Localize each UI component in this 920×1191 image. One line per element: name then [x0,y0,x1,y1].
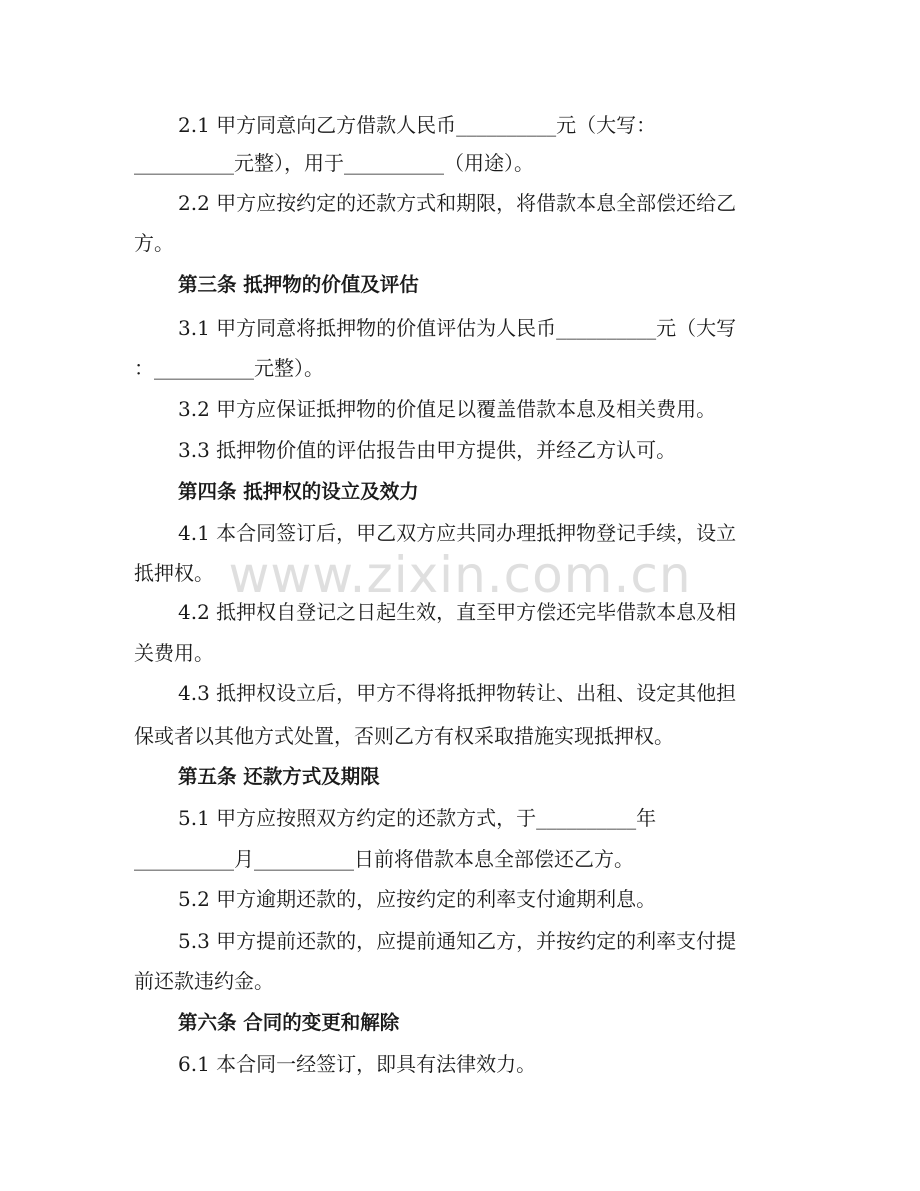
clause-4-1-line-1: 4.1 本合同签订后，甲乙双方应共同办理抵押物登记手续，设立 [178,521,737,545]
clause-5-2: 5.2 甲方逾期还款的，应按约定的利率支付逾期利息。 [178,887,657,911]
clause-4-3-line-1: 4.3 抵押权设立后，甲方不得将抵押物转让、出租、设定其他担 [178,681,737,705]
clause-2-1-line-2: __________元整），用于__________（用途）。 [134,151,534,175]
clause-5-3-line-2: 前还款违约金。 [134,969,274,993]
clause-4-2-line-2: 关费用。 [134,641,214,665]
clause-5-1-line-1: 5.1 甲方应按照双方约定的还款方式，于__________年 [178,806,657,830]
clause-3-3: 3.3 抵押物价值的评估报告由甲方提供，并经乙方认可。 [178,438,677,462]
clause-2-1-line-1: 2.1 甲方同意向乙方借款人民币__________元（大写： [178,113,657,137]
section-heading-4: 第四条 抵押权的设立及效力 [178,480,419,503]
clause-5-1-line-2: __________月__________日前将借款本息全部偿还乙方。 [134,847,634,871]
clause-6-1: 6.1 本合同一经签订，即具有法律效力。 [178,1052,537,1076]
clause-4-1-line-2: 抵押权。 [134,561,214,585]
clause-3-2: 3.2 甲方应保证抵押物的价值足以覆盖借款本息及相关费用。 [178,397,717,421]
section-heading-5: 第五条 还款方式及期限 [178,765,380,788]
section-heading-6: 第六条 合同的变更和解除 [178,1011,400,1034]
section-heading-3: 第三条 抵押物的价值及评估 [178,273,419,296]
clause-2-2-line-1: 2.2 甲方应按约定的还款方式和期限，将借款本息全部偿还给乙 [178,191,737,215]
clause-3-1-line-2: ：__________元整）。 [134,356,324,380]
clause-4-3-line-2: 保或者以其他方式处置，否则乙方有权采取措施实现抵押权。 [134,724,674,748]
clause-4-2-line-1: 4.2 抵押权自登记之日起生效，直至甲方偿还完毕借款本息及相 [178,600,737,624]
watermark-text: www.zixin.com.cn [228,546,692,604]
clause-3-1-line-1: 3.1 甲方同意将抵押物的价值评估为人民币__________元（大写 [178,316,737,340]
clause-2-2-line-2: 方。 [134,231,174,255]
clause-5-3-line-1: 5.3 甲方提前还款的，应提前通知乙方，并按约定的利率支付提 [178,929,737,953]
